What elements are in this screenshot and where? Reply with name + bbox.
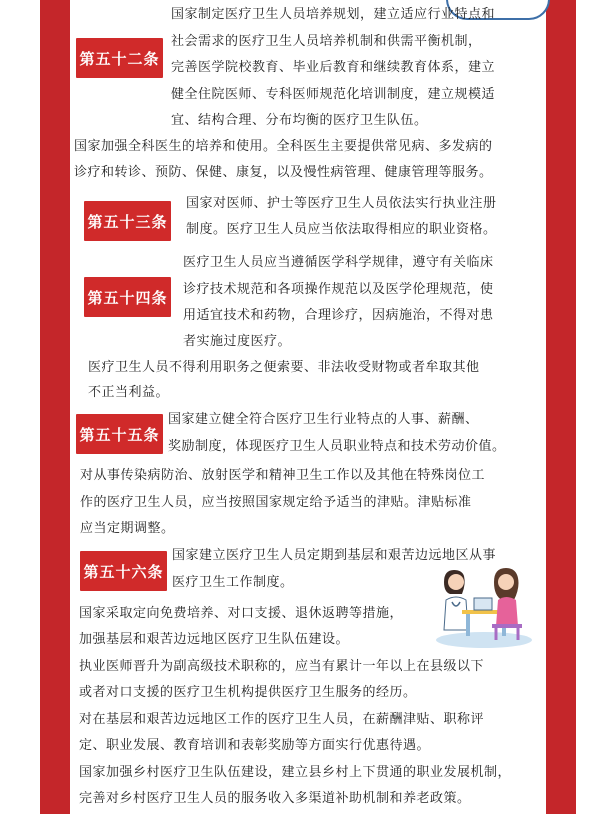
article-55-paragraph: 应当定期调整。 xyxy=(80,521,175,536)
article-52-line: 国家制定医疗卫生人员培养规划，建立适应行业特点和 xyxy=(171,7,496,22)
article-55-paragraph: 对从事传染病防治、放射医学和精神卫生工作以及其他在特殊岗位工 xyxy=(80,468,486,483)
article-56-paragraph: 执业医师晋升为副高级技术职称的，应当有累计一年以上在县级以下 xyxy=(79,659,485,674)
article-52-line: 宜、结构合理、分布均衡的医疗卫生队伍。 xyxy=(171,113,428,128)
article-55-line: 奖励制度，体现医疗卫生人员职业特点和技术劳动价值。 xyxy=(168,439,506,454)
right-red-border xyxy=(546,0,576,814)
article-54-paragraph: 不正当利益。 xyxy=(88,385,170,400)
article-56-paragraph: 加强基层和艰苦边远地区医疗卫生队伍建设。 xyxy=(79,632,350,647)
article-54-line: 诊疗技术规范和各项操作规范以及医学伦理规范，使 xyxy=(183,282,494,297)
article-52-line: 完善医学院校教育、毕业后教育和继续教育体系，建立 xyxy=(171,60,496,75)
article-56-badge: 第五十六条 xyxy=(80,551,167,591)
article-55-paragraph: 作的医疗卫生人员，应当按照国家规定给予适当的津贴。津贴标准 xyxy=(80,495,472,510)
article-56-paragraph: 定、职业发展、教育培训和表彰奖励等方面实行优惠待遇。 xyxy=(79,738,431,753)
article-56-line: 医疗卫生工作制度。 xyxy=(172,575,294,590)
article-52-line: 社会需求的医疗卫生人员培养机制和供需平衡机制， xyxy=(171,34,482,49)
article-52-badge: 第五十二条 xyxy=(76,38,163,78)
article-56-paragraph: 对在基层和艰苦边远地区工作的医疗卫生人员，在薪酬津贴、职称评 xyxy=(79,712,485,727)
article-52-line: 健全住院医师、专科医师规范化培训制度，建立规模适 xyxy=(171,87,496,102)
article-56-line: 国家建立医疗卫生人员定期到基层和艰苦边远地区从事 xyxy=(172,548,497,563)
article-54-line: 者实施过度医疗。 xyxy=(183,334,292,349)
doctor-patient-consultation-icon xyxy=(432,560,532,650)
article-53-line: 国家对医师、护士等医疗卫生人员依法实行执业注册 xyxy=(186,196,497,211)
article-54-badge: 第五十四条 xyxy=(84,277,171,317)
article-56-paragraph: 或者对口支援的医疗卫生机构提供医疗卫生服务的经历。 xyxy=(79,685,417,700)
article-56-paragraph: 国家采取定向免费培养、对口支援、退休返聘等措施， xyxy=(79,606,404,621)
article-52-paragraph: 国家加强全科医生的培养和使用。全科医生主要提供常见病、多发病的 xyxy=(74,139,493,154)
article-55-badge: 第五十五条 xyxy=(76,414,163,454)
article-56-paragraph: 完善对乡村医疗卫生人员的服务收入多渠道补助机制和养老政策。 xyxy=(79,791,471,806)
left-red-border xyxy=(40,0,70,814)
article-53-badge: 第五十三条 xyxy=(84,201,171,241)
article-54-paragraph: 医疗卫生人员不得利用职务之便索要、非法收受财物或者牟取其他 xyxy=(88,360,480,375)
article-56-paragraph: 国家加强乡村医疗卫生队伍建设，建立县乡村上下贯通的职业发展机制， xyxy=(79,765,512,780)
article-54-line: 用适宜技术和药物，合理诊疗，因病施治，不得对患 xyxy=(183,308,494,323)
article-55-line: 国家建立健全符合医疗卫生行业特点的人事、薪酬、 xyxy=(168,412,479,427)
article-54-line: 医疗卫生人员应当遵循医学科学规律，遵守有关临床 xyxy=(183,255,494,270)
article-53-line: 制度。医疗卫生人员应当依法取得相应的职业资格。 xyxy=(186,222,497,237)
article-52-paragraph: 诊疗和转诊、预防、保健、康复，以及慢性病管理、健康管理等服务。 xyxy=(74,165,493,180)
